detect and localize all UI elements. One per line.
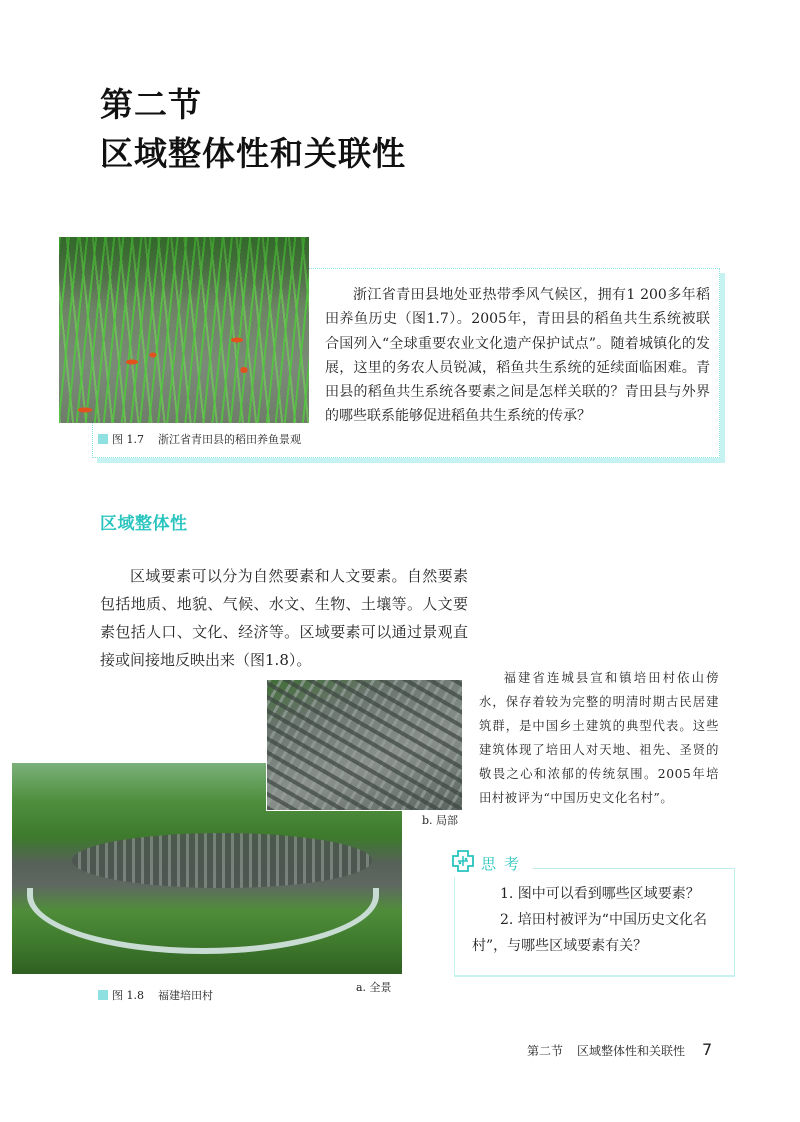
rice-paddy-photo <box>59 237 309 423</box>
part-a-label: a. 全景 <box>356 981 392 994</box>
footer-section-number: 第二节 <box>527 1044 564 1058</box>
section-heading: 区域整体性 <box>100 514 188 534</box>
think-puzzle-icon <box>451 849 475 877</box>
village-detail-photo <box>266 679 463 811</box>
page-number: 7 <box>702 1040 713 1059</box>
page-title: 区域整体性和关联性 <box>100 134 406 173</box>
think-question-1: 1. 图中可以看到哪些区域要素？ <box>500 886 700 902</box>
think-question-2: 2. 培田村被评为“中国历史文化名村”，与哪些区域要素有关？ <box>472 912 707 954</box>
section-number: 第二节 <box>100 85 202 124</box>
figure-caption-text: 福建培田村 <box>158 989 213 1002</box>
figure-number: 图 1.7 <box>112 433 144 446</box>
figure-1-7-caption <box>98 431 301 447</box>
part-b-label: b. 局部 <box>422 814 459 827</box>
page-footer <box>527 1042 685 1059</box>
figure-caption-text: 浙江省青田县的稻田养鱼景观 <box>158 433 301 446</box>
footer-section-title: 区域整体性和关联性 <box>577 1044 686 1058</box>
caption-square-icon <box>98 990 108 1000</box>
river-curve <box>27 888 379 954</box>
intro-paragraph: 浙江省青田县地处亚热带季风气候区，拥有1 200多年稻田养鱼历史（图1.7）。2005年，青田县的稻鱼共生系统被联合国列入“全球重要农业文化遗产保护试点”。随着城镇化的发展，这里的务农人员锐减，稻鱼共生系统的延续面临困难。青田县的稻鱼共生系统各要素之间是怎样关联的？青田县与外界的哪些联系能够促进稻鱼共生系统的传承？ <box>325 287 710 425</box>
section-paragraph: 区域要素可以分为自然要素和人文要素。自然要素包括地质、地貌、气候、水文、生物、土壤等。人文要素包括人口、文化、经济等。区域要素可以通过景观直接或间接地反映出来（图1.8）。 <box>100 567 468 669</box>
think-title: 思考 <box>481 854 528 873</box>
figure-1-8-description: 福建省连城县宣和镇培田村依山傍水，保存着较为完整的明清时期古民居建筑群，是中国乡土建筑的典型代表。这些建筑体现了培田人对天地、祖先、圣贤的敬畏之心和浓郁的传统氛围。2005年培田村被评为“中国历史文化名村”。 <box>479 671 719 805</box>
caption-square-icon <box>98 434 108 444</box>
figure-number: 图 1.8 <box>112 989 144 1002</box>
village-buildings <box>72 833 372 888</box>
figure-1-8-caption <box>98 987 213 1003</box>
think-header <box>451 849 533 877</box>
